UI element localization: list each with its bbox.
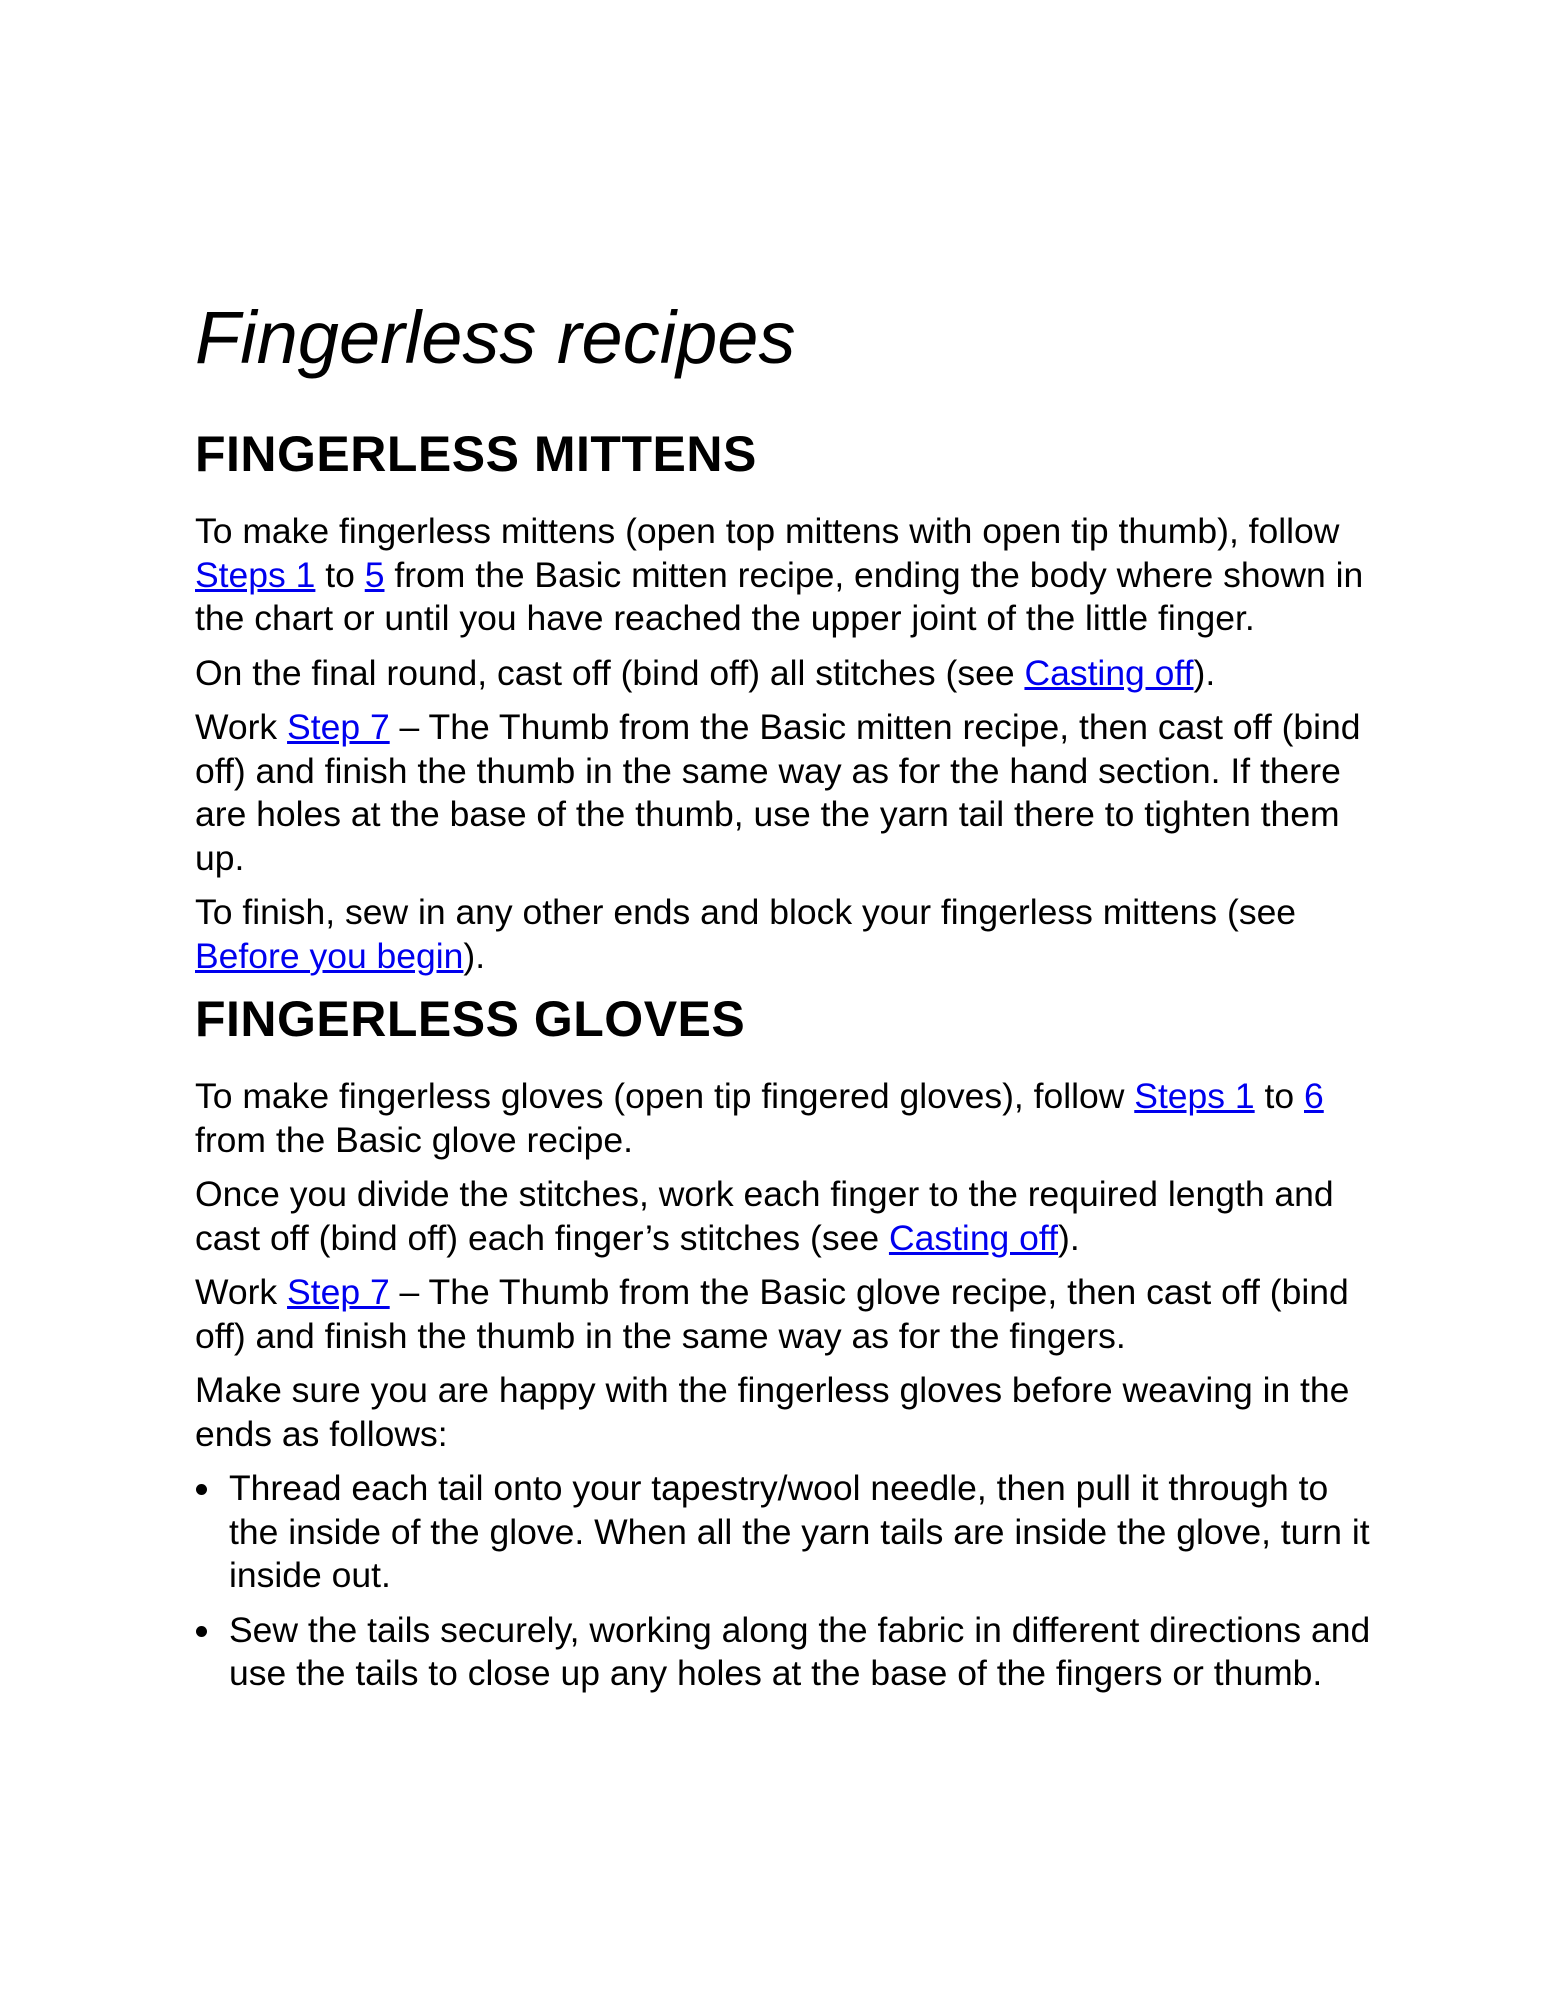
steps-1-link[interactable]: Steps 1: [1134, 1076, 1255, 1116]
bullet-icon: [196, 1484, 207, 1495]
list-item: [195, 1467, 1375, 1598]
gloves-fingers-paragraph: [195, 1173, 1375, 1260]
mittens-finish-paragraph: [195, 891, 1375, 978]
mittens-cast-off-paragraph: [195, 652, 1375, 696]
list-item-text: Sew the tails securely, working along the fabric in different directions and use the tails to close up any holes at the base of the fingers or thumb.: [229, 1609, 1371, 1693]
paragraph-text: – The Thumb from the Basic mitten recipe, then cast off (bind off) and finish the thumb in the same way as for the hand section. If there are holes at the base of the thumb, use the yarn tail there to tighten them up.: [195, 707, 1361, 878]
paragraph-text: ).: [1193, 652, 1216, 693]
mittens-thumb-paragraph: [195, 706, 1375, 880]
step-7-link[interactable]: Step 7: [287, 1272, 390, 1312]
document-page: [195, 290, 1375, 1707]
bullet-icon: [196, 1626, 207, 1637]
paragraph-text: – The Thumb from the Basic glove recipe, then cast off (bind off) and finish the thumb in the same way as for the fingers.: [195, 1272, 1349, 1356]
paragraph-text: ).: [463, 935, 486, 976]
gloves-intro-paragraph: [195, 1075, 1375, 1162]
paragraph-text: Work: [195, 1272, 288, 1312]
paragraph-text: Work: [195, 707, 288, 747]
list-item: [195, 1609, 1375, 1696]
paragraph-text: ).: [1058, 1217, 1080, 1258]
casting-off-link[interactable]: Casting off: [888, 1217, 1058, 1258]
mittens-intro-paragraph: [195, 510, 1375, 641]
paragraph-text: to: [315, 554, 365, 595]
step-7-link[interactable]: Step 7: [287, 707, 390, 747]
step-5-link[interactable]: 5: [364, 554, 385, 595]
section-heading-gloves: FINGERLESS GLOVES: [195, 991, 746, 1047]
paragraph-text: To make fingerless gloves (open tip fingered gloves), follow: [195, 1076, 1135, 1116]
step-6-link[interactable]: 6: [1304, 1076, 1324, 1116]
section-heading-mittens: FINGERLESS MITTENS: [195, 426, 757, 482]
gloves-thumb-paragraph: [195, 1271, 1375, 1358]
list-item-text: Thread each tail onto your tapestry/wool needle, then pull it through to the inside of the glove. When all the yarn tails are inside the glove, turn it inside out.: [229, 1468, 1370, 1595]
paragraph-text: To finish, sew in any other ends and block your fingerless mittens (see: [195, 892, 1297, 932]
page-title: Fingerless recipes: [195, 296, 796, 379]
paragraph-text: to: [1254, 1076, 1304, 1116]
paragraph-text: from the Basic glove recipe.: [195, 1119, 634, 1160]
casting-off-link[interactable]: Casting off: [1024, 652, 1194, 693]
steps-1-link[interactable]: Steps 1: [195, 554, 316, 595]
paragraph-text: On the final round, cast off (bind off) all stitches (see: [195, 652, 1025, 693]
weaving-steps-list: [195, 1467, 1375, 1696]
gloves-weaving-paragraph: Make sure you are happy with the fingerless gloves before weaving in the ends as follows:: [195, 1370, 1350, 1454]
before-you-begin-link[interactable]: Before you begin: [195, 935, 464, 976]
paragraph-text: from the Basic mitten recipe, ending the body where shown in the chart or until you have reached the upper joint of the little finger.: [195, 554, 1364, 638]
paragraph-text: To make fingerless mittens (open top mittens with open tip thumb), follow: [195, 511, 1340, 551]
paragraph-text: Once you divide the stitches, work each finger to the required length and cast off (bind off) each finger’s stitches (see: [195, 1174, 1334, 1258]
